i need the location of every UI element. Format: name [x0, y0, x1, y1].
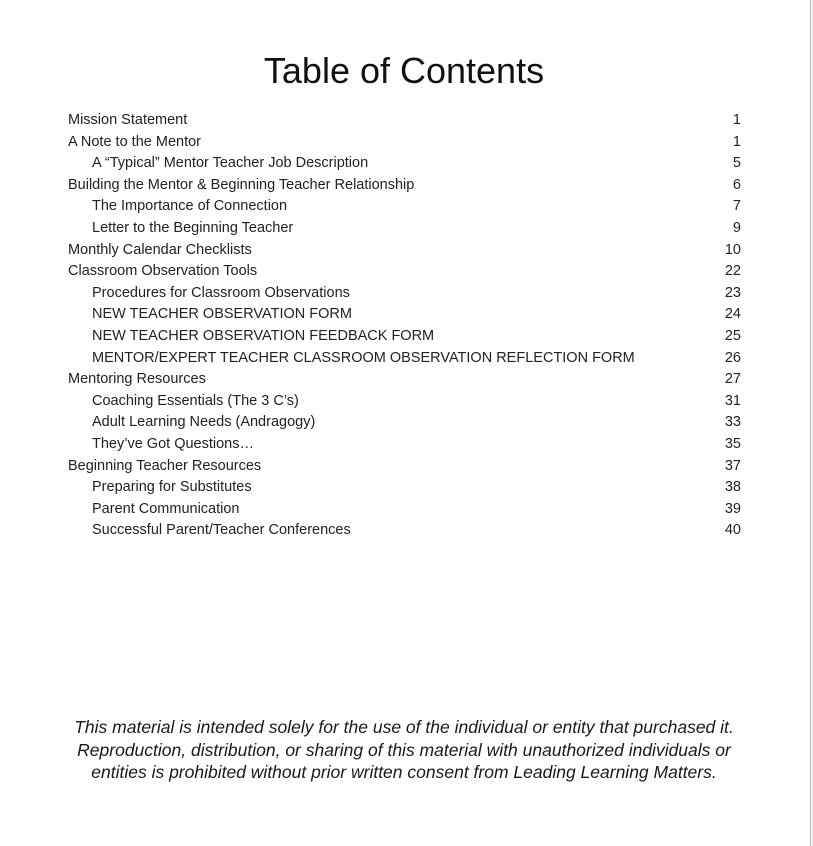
toc-entry-label: Procedures for Classroom Observations	[92, 284, 350, 301]
toc-entry-page-number: 23	[724, 284, 741, 301]
toc-entry-page-number: 5	[732, 155, 741, 172]
toc-entry-label: Letter to the Beginning Teacher	[92, 219, 294, 236]
toc-entry	[68, 499, 741, 521]
toc-entry	[68, 132, 741, 154]
toc-entry-page-number: 25	[724, 327, 741, 344]
toc-entry-page-number: 33	[724, 414, 741, 431]
page-title: Table of Contents	[263, 50, 545, 91]
toc-entry-label: Successful Parent/Teacher Conferences	[92, 522, 351, 539]
toc-entry	[68, 369, 741, 391]
toc-entry-page-number: 35	[724, 435, 741, 452]
toc-entry-label: Preparing for Substitutes	[92, 479, 252, 496]
toc-entry-label: A “Typical” Mentor Teacher Job Description	[92, 155, 369, 172]
toc-entry-page-number: 1	[732, 133, 741, 150]
toc-entry	[68, 412, 741, 434]
toc-entry-page-number: 39	[724, 500, 741, 517]
toc-entry	[68, 196, 741, 218]
copyright-notice: This material is intended solely for the use of the individual or entity that purchased it. Reproduction, distribution, or sharing of this material with unauthorized individuals or entities is prohibited without prior written consent from Leading Learning Matters.	[74, 717, 734, 782]
toc-entry-page-number: 9	[732, 219, 741, 236]
toc-entry-page-number: 31	[724, 392, 741, 409]
toc-entry-page-number: 37	[724, 457, 741, 474]
toc-entry-page-number: 7	[732, 198, 741, 215]
toc-entry	[68, 283, 741, 305]
toc-entry-page-number: 6	[732, 176, 741, 193]
toc-entry-label: Coaching Essentials (The 3 C’s)	[92, 392, 299, 409]
toc-entry-label: A Note to the Mentor	[68, 133, 201, 150]
toc-entry-page-number: 38	[724, 479, 741, 496]
toc-entry	[68, 477, 741, 499]
toc-entry-label: Adult Learning Needs (Andragogy)	[92, 414, 316, 431]
toc-entry-label: MENTOR/EXPERT TEACHER CLASSROOM OBSERVATION REFLECTION FORM	[92, 349, 635, 366]
toc-entry	[68, 304, 741, 326]
toc-entry-page-number: 27	[724, 371, 741, 388]
toc-entry-label: Beginning Teacher Resources	[68, 457, 262, 474]
toc-entry-page-number: 1	[732, 112, 741, 128]
toc-entry	[68, 434, 741, 456]
toc-entry-page-number: 26	[724, 349, 741, 366]
toc-entry	[68, 110, 741, 132]
toc-entry-label: Parent Communication	[92, 500, 240, 517]
toc-entry-label: They’ve Got Questions…	[92, 435, 254, 452]
toc-entry-page-number: 24	[724, 306, 741, 323]
toc-entry	[68, 326, 741, 348]
toc-entry	[68, 175, 741, 197]
toc-entry-label: NEW TEACHER OBSERVATION FORM	[92, 306, 352, 323]
toc-entry	[68, 153, 741, 175]
toc-entry-page-number: 10	[724, 241, 741, 258]
toc-entry	[68, 520, 741, 542]
toc-entry-label: Classroom Observation Tools	[68, 263, 258, 280]
table-of-contents	[68, 110, 741, 542]
toc-entry-label: The Importance of Connection	[92, 198, 288, 215]
toc-entry-page-number: 22	[724, 263, 741, 280]
toc-entry-label: Building the Mentor & Beginning Teacher Relationship	[68, 176, 415, 193]
toc-entry-label: Mentoring Resources	[68, 371, 206, 388]
toc-entry	[68, 218, 741, 240]
toc-entry	[68, 261, 741, 283]
toc-entry-page-number: 40	[724, 522, 741, 539]
toc-entry	[68, 456, 741, 478]
toc-entry	[68, 240, 741, 262]
toc-entry	[68, 391, 741, 413]
toc-entry	[68, 348, 741, 370]
toc-entry-label: NEW TEACHER OBSERVATION FEEDBACK FORM	[92, 327, 435, 344]
toc-entry-label: Monthly Calendar Checklists	[68, 241, 252, 258]
toc-entry-label: Mission Statement	[68, 112, 188, 128]
